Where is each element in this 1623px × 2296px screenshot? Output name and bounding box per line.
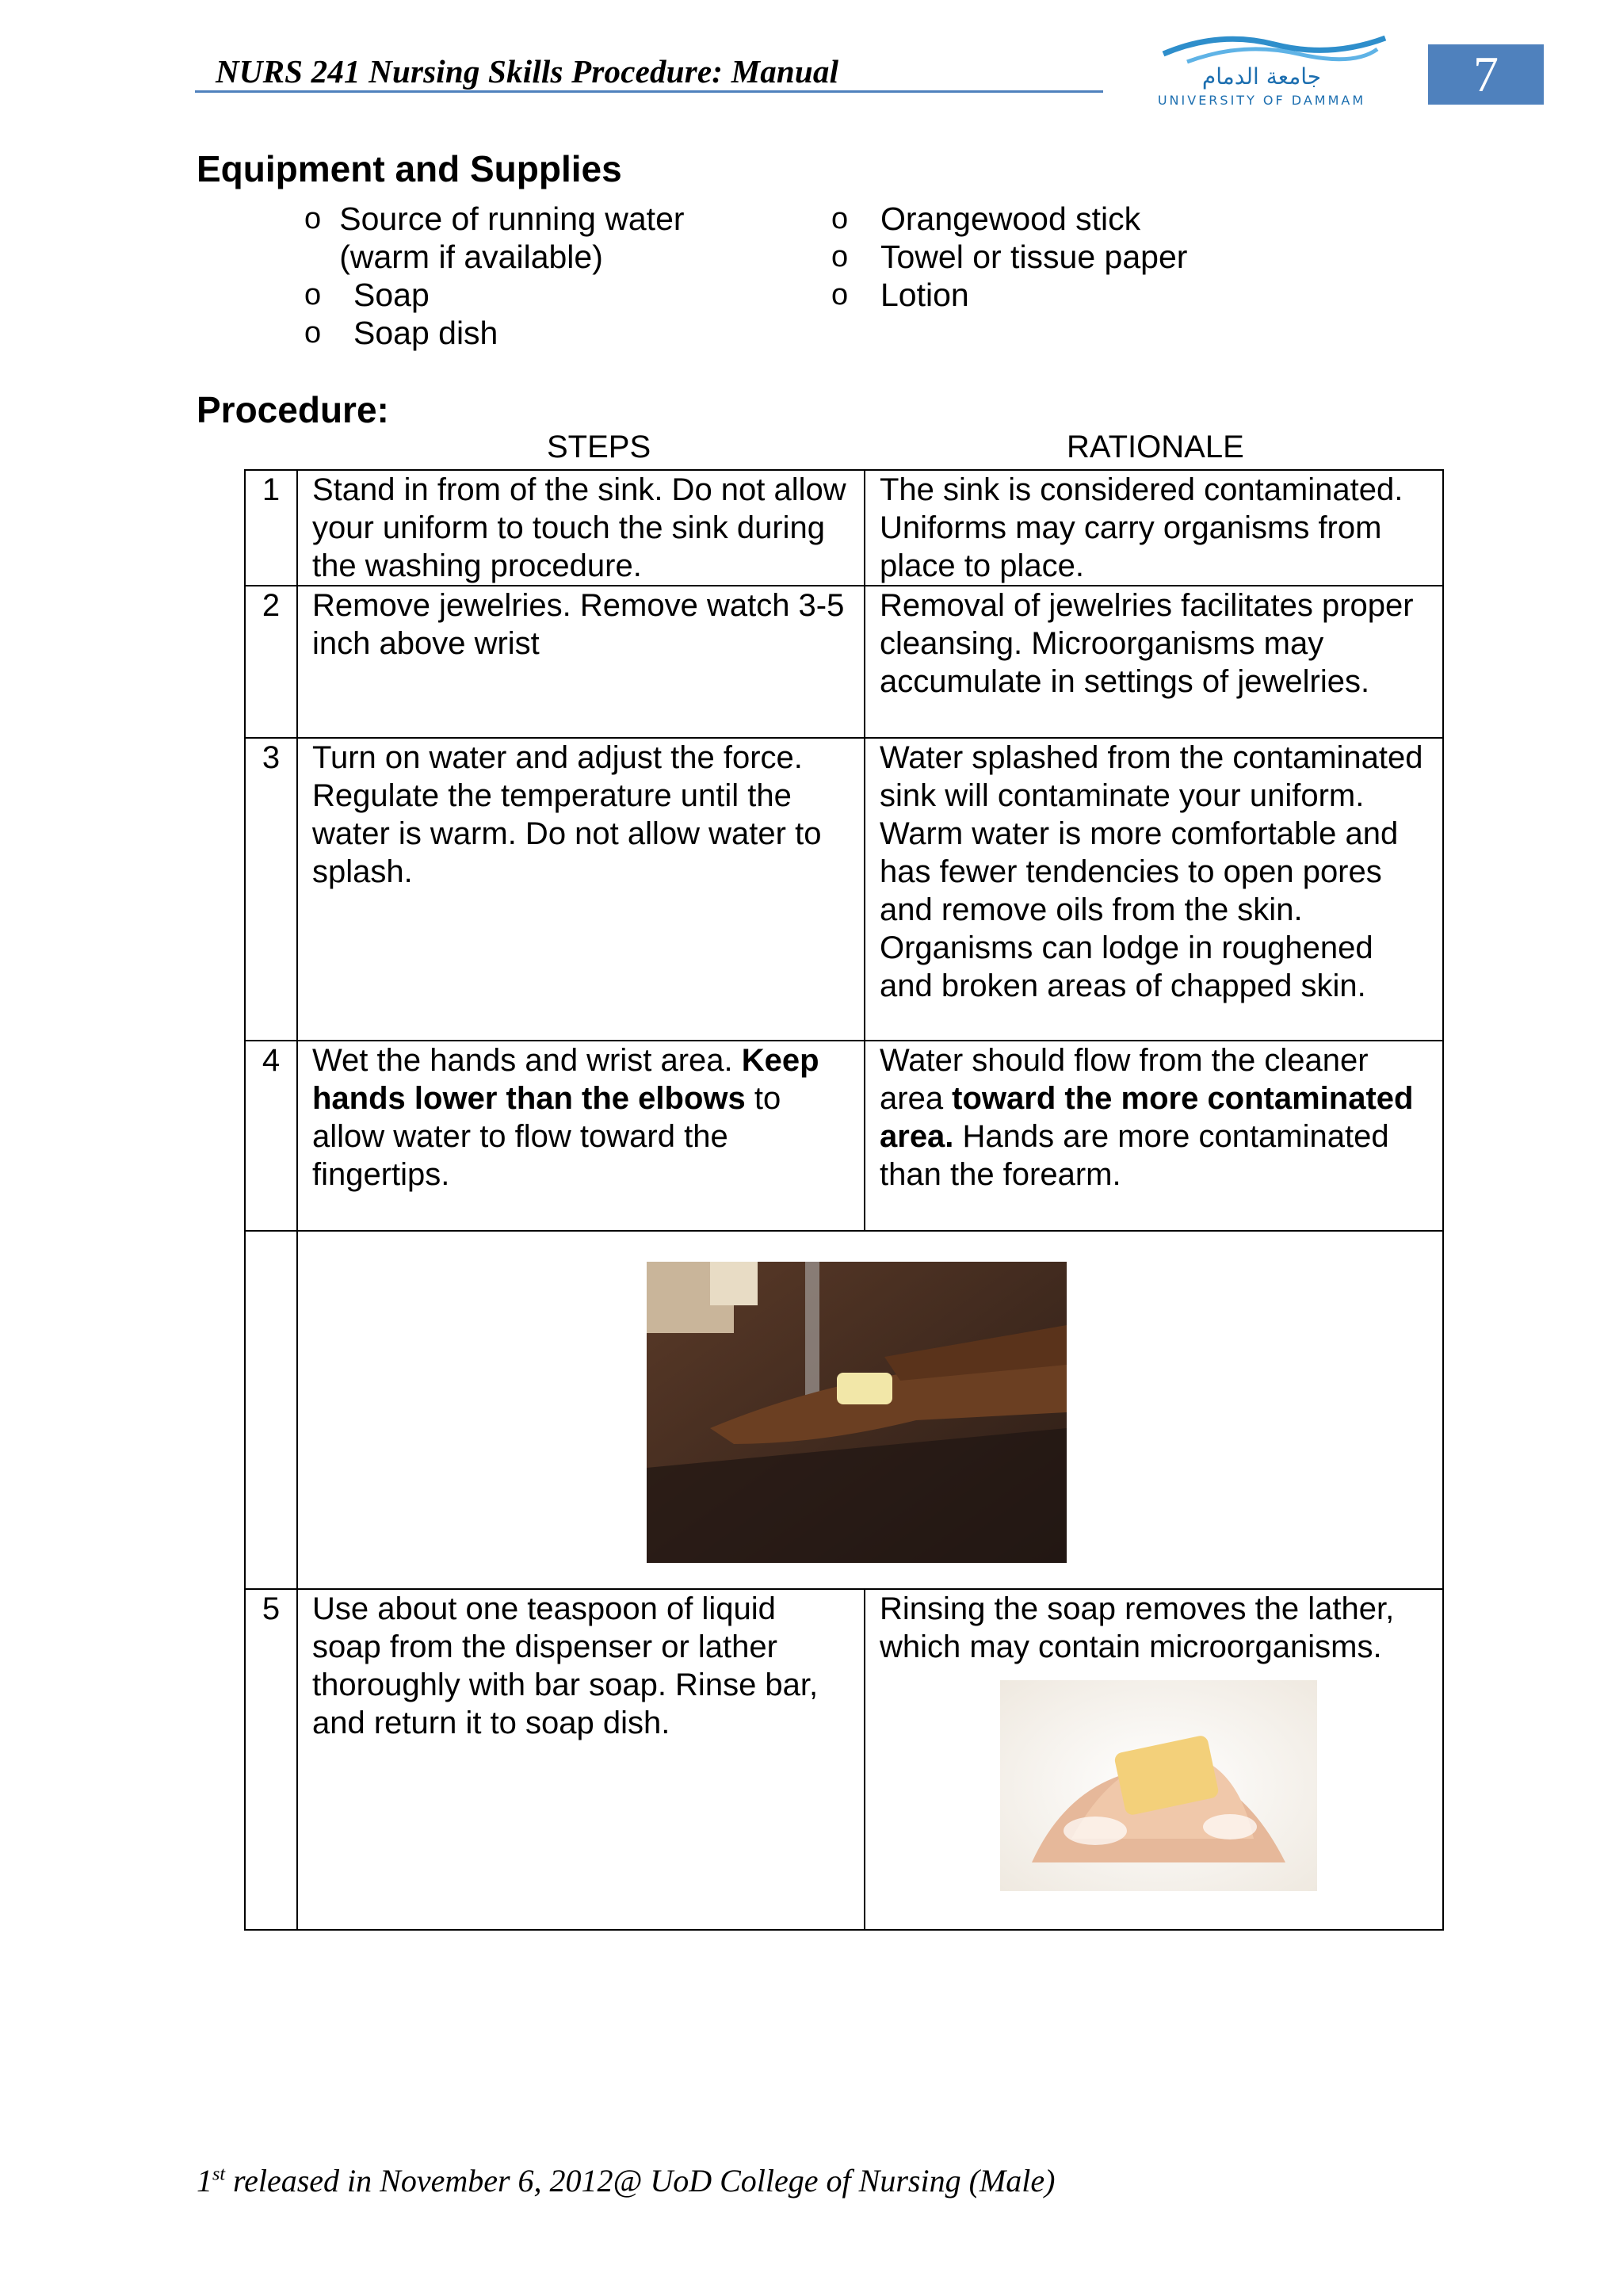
list-item: o Soap bbox=[304, 277, 430, 313]
rationale-text: Removal of jewelries facilitates proper cleansing. Microorganisms may accumulate in settings of jewelries. bbox=[865, 586, 1443, 738]
list-item: o Source of running water (warm if available) bbox=[304, 201, 685, 275]
bullet-icon: o bbox=[304, 316, 322, 350]
rationale-text: Water should flow from the cleaner area toward the more contaminated area. Hands are more contaminated than the forearm. bbox=[865, 1041, 1443, 1231]
header-title: NURS 241 Nursing Skills Procedure: Manual bbox=[216, 53, 839, 90]
table-row bbox=[245, 470, 1443, 586]
emphasis-text: Keep hands lower than the elbows bbox=[312, 1043, 819, 1116]
list-item: o Towel or tissue paper bbox=[831, 239, 1188, 275]
rationale-text: The sink is considered contaminated. Uniforms may carry organisms from place to place. bbox=[865, 470, 1443, 586]
step-number: 1 bbox=[245, 470, 297, 586]
logo-english-text: UNIVERSITY OF DAMMAM bbox=[1157, 93, 1366, 108]
rationale-column-header: RATIONALE bbox=[1067, 430, 1244, 464]
table-row bbox=[245, 1589, 1443, 1930]
university-logo bbox=[1132, 30, 1392, 109]
step-number: 4 bbox=[245, 1041, 297, 1231]
table-row bbox=[245, 586, 1443, 738]
procedure-heading: Procedure: bbox=[197, 389, 389, 430]
logo-arabic-text: جامعة الدمام bbox=[1201, 63, 1322, 90]
step-number: 5 bbox=[245, 1589, 297, 1930]
equipment-list-right bbox=[831, 200, 1307, 314]
equipment-heading: Equipment and Supplies bbox=[197, 148, 622, 189]
step-text: Remove jewelries. Remove watch 3-5 inch above wrist bbox=[297, 586, 865, 738]
rationale-text: Rinsing the soap removes the lather, which may contain microorganisms. bbox=[880, 1591, 1395, 1664]
step-number: 3 bbox=[245, 738, 297, 1041]
step-number: 2 bbox=[245, 586, 297, 738]
lathering-hands-photo bbox=[1000, 1680, 1317, 1891]
list-item: o Orangewood stick bbox=[831, 201, 1141, 237]
steps-column-header: STEPS bbox=[547, 430, 651, 464]
rationale-cell bbox=[865, 1589, 1443, 1930]
emphasis-text: toward the more contaminated area. bbox=[880, 1081, 1414, 1154]
table-row bbox=[245, 1231, 1443, 1589]
header-divider bbox=[195, 90, 1103, 93]
bullet-icon: o bbox=[831, 278, 849, 311]
table-row bbox=[245, 1041, 1443, 1231]
rationale-text: Water splashed from the contaminated sink will contaminate your uniform. Warm water is more comfortable and has fewer tendencies to open pores and remove oils from the skin. Organisms can lodge in roughened and broken areas of chapped skin. bbox=[865, 738, 1443, 1041]
list-item: o Lotion bbox=[831, 277, 969, 313]
page-number: 7 bbox=[1428, 44, 1544, 105]
bullet-icon: o bbox=[304, 202, 322, 235]
bullet-icon: o bbox=[831, 202, 849, 235]
logo-wave-graphic bbox=[1132, 30, 1392, 109]
footer-note: 1st released in November 6, 2012@ UoD College of Nursing (Male) bbox=[197, 2163, 1056, 2199]
step-text: Wet the hands and wrist area. Keep hands lower than the elbows to allow water to flow toward the fingertips. bbox=[297, 1041, 865, 1231]
step-text: Stand in from of the sink. Do not allow your uniform to touch the sink during the washing procedure. bbox=[297, 470, 865, 586]
step-text: Turn on water and adjust the force. Regulate the temperature until the water is warm. Do not allow water to splash. bbox=[297, 738, 865, 1041]
step-text: Use about one teaspoon of liquid soap from the dispenser or lather thoroughly with bar soap. Rinse bar, and return it to soap dish. bbox=[297, 1589, 865, 1930]
bullet-icon: o bbox=[831, 240, 849, 273]
list-item: o Soap dish bbox=[304, 315, 498, 351]
bullet-icon: o bbox=[304, 278, 322, 311]
handwashing-sink-photo bbox=[647, 1262, 1067, 1563]
equipment-list-left bbox=[304, 200, 780, 352]
image-cell bbox=[297, 1231, 1443, 1589]
table-row bbox=[245, 738, 1443, 1041]
procedure-table bbox=[244, 469, 1444, 1931]
